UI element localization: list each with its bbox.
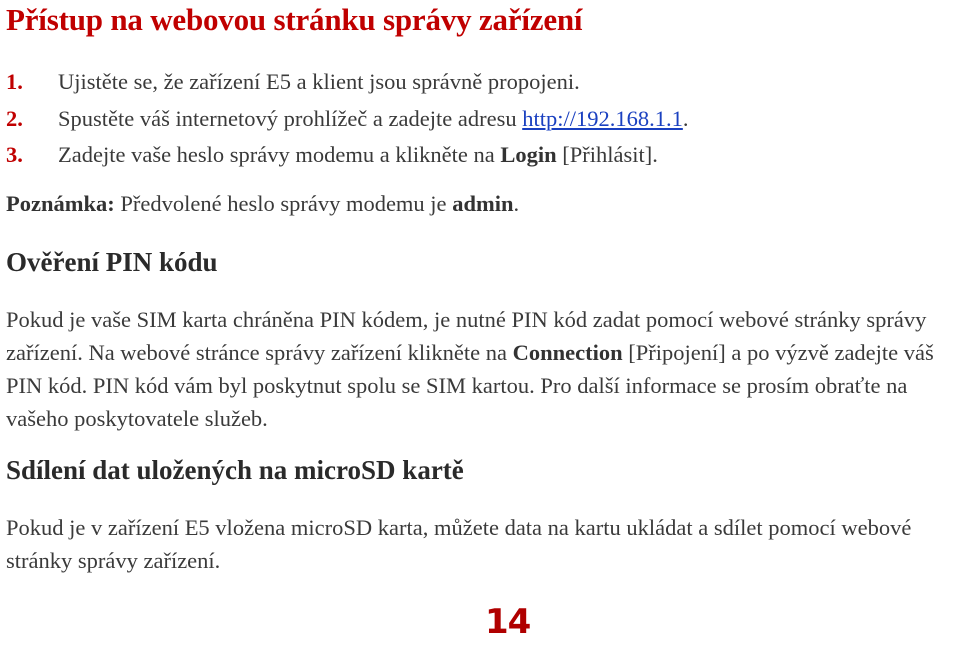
- note-text: Předvolené heslo správy modemu je: [114, 191, 453, 216]
- login-term: Login: [500, 142, 557, 167]
- list-item: [6, 137, 688, 174]
- note: [6, 186, 519, 222]
- list-item: [6, 64, 688, 101]
- steps-list: [6, 64, 688, 174]
- step-number: 2.: [6, 105, 23, 131]
- page-number: 14: [485, 602, 531, 642]
- note-label: Poznámka:: [6, 191, 115, 216]
- step-text: Zadejte vaše heslo správy modemu a klikněte na: [58, 142, 501, 167]
- step-number: 3.: [6, 142, 23, 167]
- list-item: [6, 101, 688, 138]
- step-number: 1.: [6, 69, 23, 94]
- sd-section-heading: Sdílení dat uložených na microSD kartě: [6, 455, 464, 485]
- pin-text-1: Pokud je vaše SIM karta chráněna PIN kódem, je nutné PIN kód zadat pomocí webové stránky správy zařízení. Na webové stránce správy zařízení klikněte na: [6, 307, 927, 365]
- sd-section-paragraph: Pokud je v zařízení E5 vložena microSD karta, můžete data na kartu ukládat a sdílet pomocí webové stránky správy zařízení.: [6, 515, 912, 573]
- step-text-end: .: [682, 105, 689, 131]
- pin-section-heading: Ověření PIN kódu: [6, 247, 218, 277]
- pin-text-2: [Připojení] a po výzvě zadejte váš PIN kód. PIN kód vám byl poskytnut spolu se SIM kartou. Pro další informace se prosím obraťte na vašeho poskytovatele služeb.: [6, 340, 934, 431]
- router-address-link[interactable]: http://192.168.1.1: [522, 105, 683, 131]
- default-password: admin: [452, 191, 514, 216]
- pin-section-paragraph: [6, 303, 956, 435]
- step-text: Ujistěte se, že zařízení E5 a klient jsou správně propojeni.: [58, 69, 580, 94]
- step-text-end: [Přihlásit].: [556, 142, 658, 167]
- note-end: .: [513, 191, 520, 216]
- connection-term: Connection: [512, 340, 623, 365]
- step-text: Spustěte váš internetový prohlížeč a zadejte adresu: [58, 105, 523, 131]
- page-title: Přístup na webovou stránku správy zařízení: [6, 2, 583, 37]
